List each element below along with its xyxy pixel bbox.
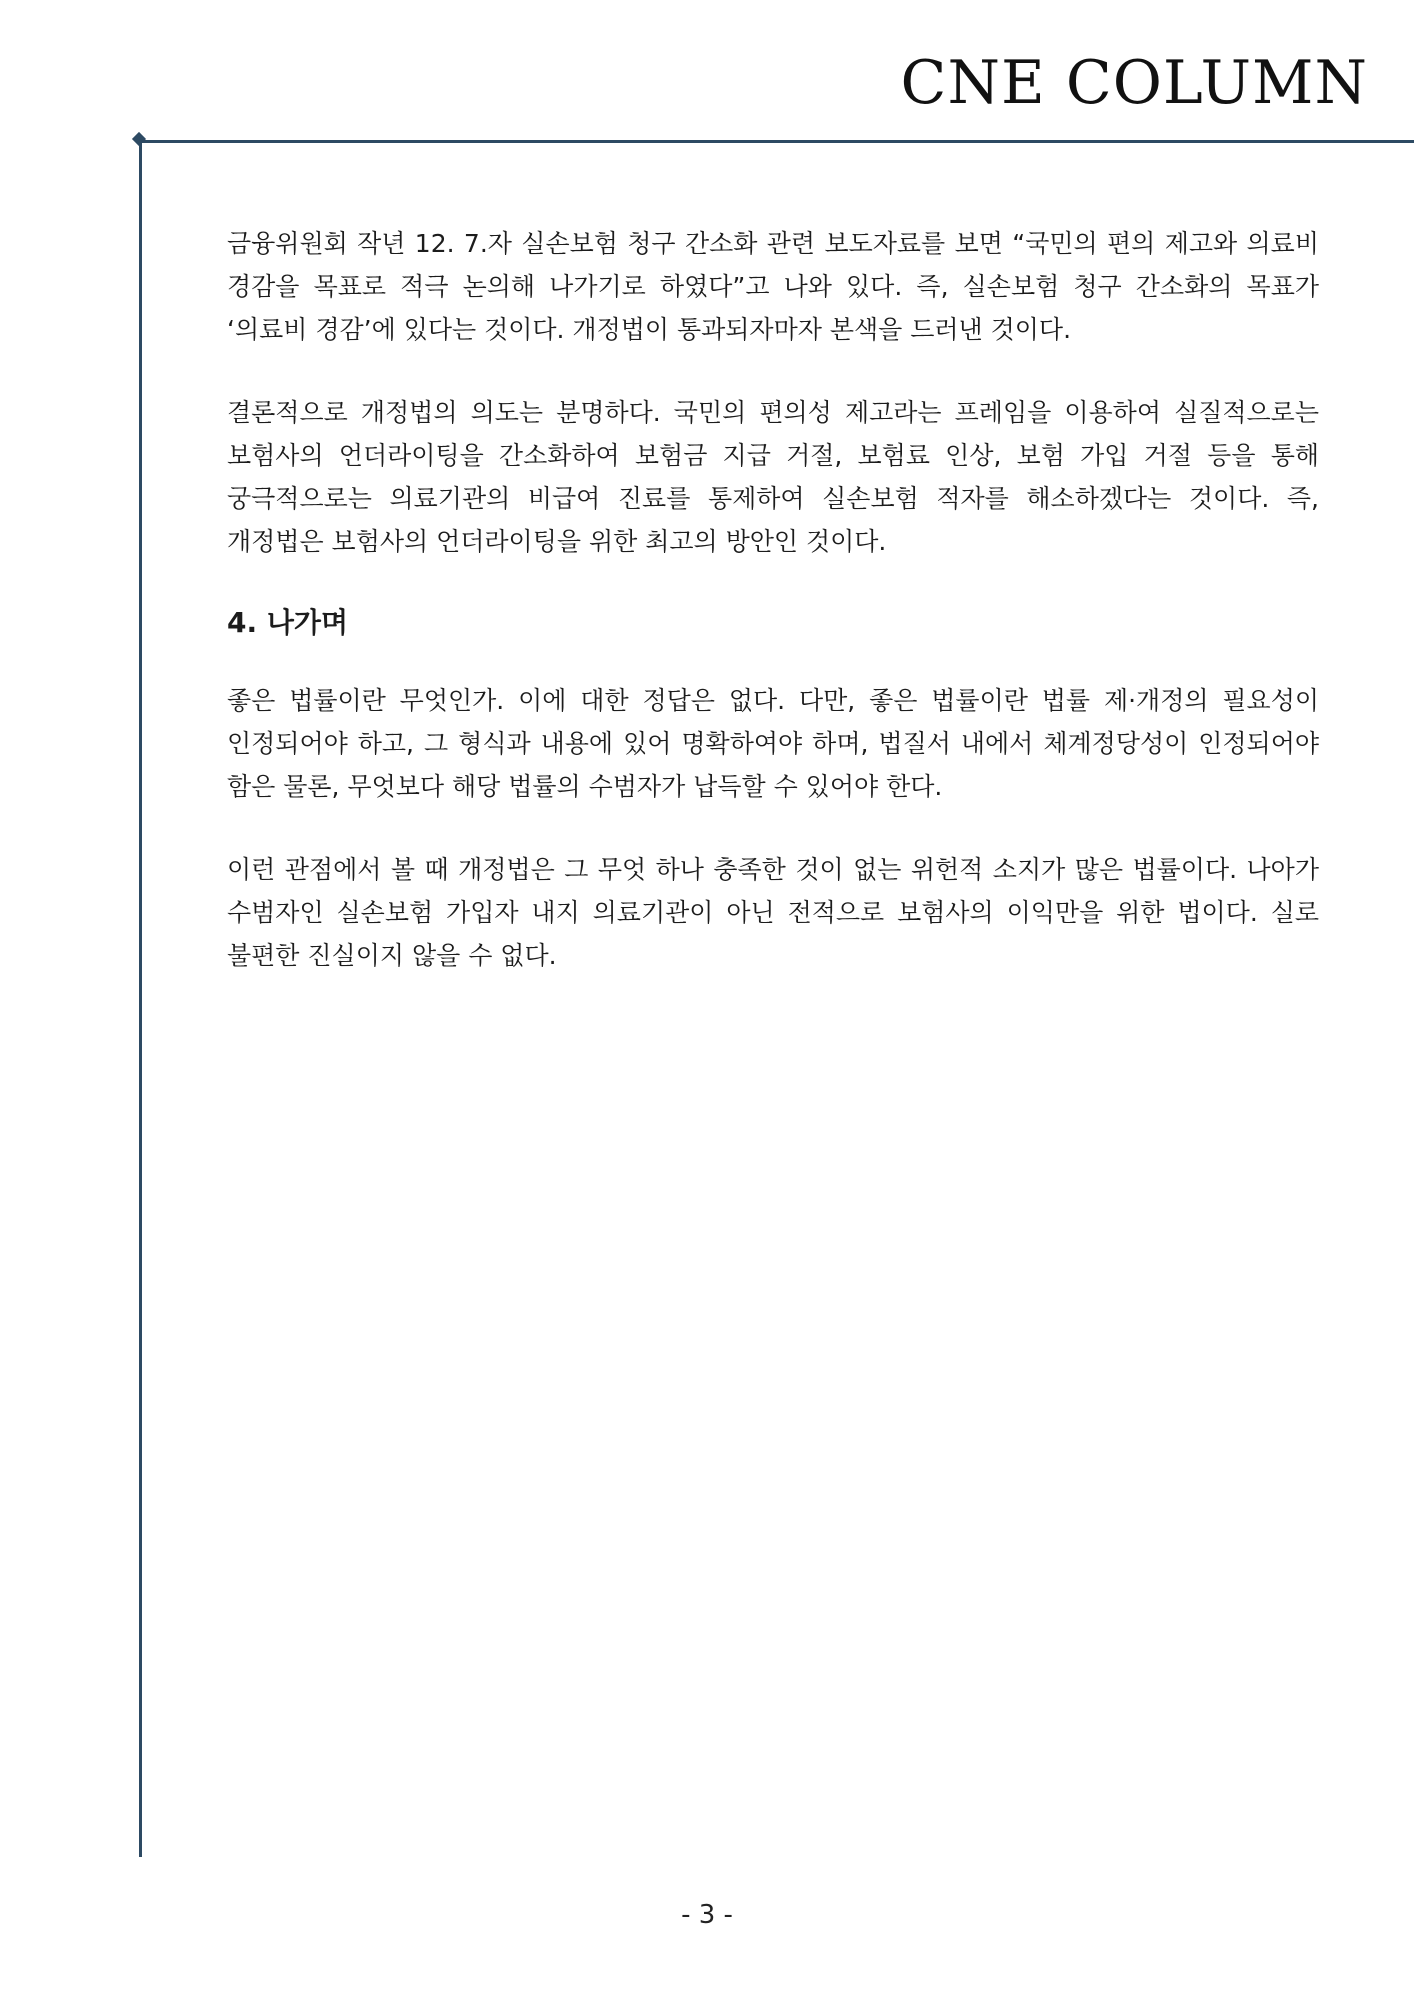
paragraph: 금융위원회 작년 12. 7.자 실손보험 청구 간소화 관련 보도자료를 보면 “국민의 편의 제고와 의료비 경감을 목표로 적극 논의해 나가기로 하였다”고 나와 있다. 즉, 실손보험 청구 간소화의 목표가 ‘의료비 경감’에 있다는 것이다. 개정법이 통과되자마자 본색을 드러낸 것이다. xyxy=(227,229,1319,344)
paragraph: 이런 관점에서 볼 때 개정법은 그 무엇 하나 충족한 것이 없는 위헌적 소지가 많은 법률이다. 나아가 수범자인 실손보험 가입자 내지 의료기관이 아닌 전적으로 보험사의 이익만을 위한 법이다. 실로 불편한 진실이지 않을 수 없다. xyxy=(227,855,1319,970)
page-number: - 3 - xyxy=(681,1900,733,1930)
paragraph: 결론적으로 개정법의 의도는 분명하다. 국민의 편의성 제고라는 프레임을 이용하여 실질적으로는 보험사의 언더라이팅을 간소화하여 보험금 지급 거절, 보험료 인상, 보험 가입 거절 등을 통해 궁극적으로는 의료기관의 비급여 진료를 통제하여 실손보험 적자를 해소하겠다는 것이다. 즉, 개정법은 보험사의 언더라이팅을 위한 최고의 방안인 것이다. xyxy=(227,398,1319,556)
article-body xyxy=(227,222,1319,1017)
section-heading: 4. 나가며 xyxy=(227,606,349,639)
margin-rule xyxy=(139,140,142,1857)
paragraph: 좋은 법률이란 무엇인가. 이에 대한 정답은 없다. 다만, 좋은 법률이란 법률 제·개정의 필요성이 인정되어야 하고, 그 형식과 내용에 있어 명확하여야 하며, 법질서 내에서 체계정당성이 인정되어야 함은 물론, 무엇보다 해당 법률의 수범자가 납득할 수 있어야 한다. xyxy=(227,686,1319,801)
masthead-title: CNE COLUMN xyxy=(900,48,1368,118)
header-rule xyxy=(141,140,1414,143)
rule-corner-ornament xyxy=(132,132,146,146)
